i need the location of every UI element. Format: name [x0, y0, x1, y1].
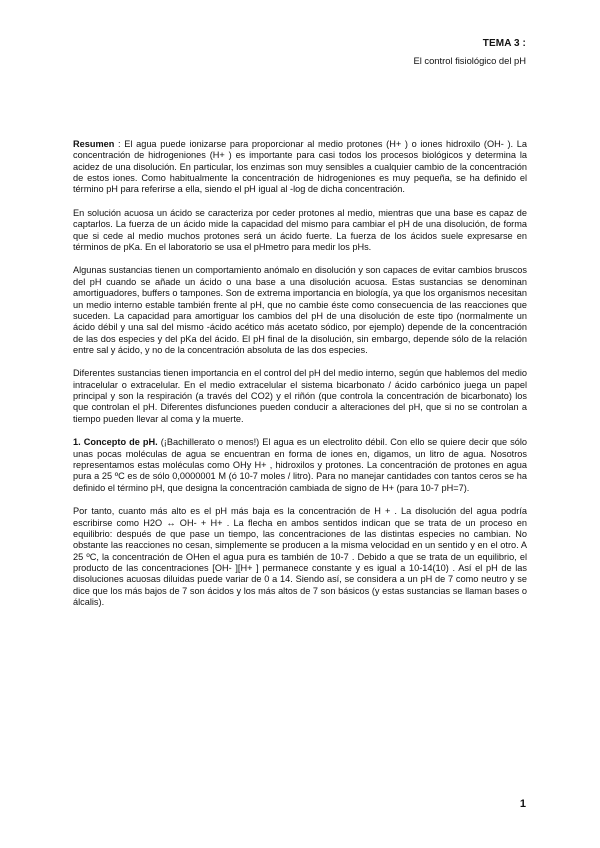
paragraph-buffers: Algunas sustancias tienen un comportamiento anómalo en disolución y son capaces de evitar cambios bruscos del pH cuando se añade un ácido o una base a una disolución acuosa. Estas sustancias se denominan amortiguadores, buffers o tampones. Son de extrema importancia en biología, ya que los organismos necesitan un medio interno estable también frente al pH, que no cambie éste como consecuencia de las reacciones que suceden. La capacidad para amortiguar los cambios del pH de una disolución de este tipo (normalmente un ácido débil y una sal del mismo -ácido acético más acetato sódico, por ejemplo) depende de la concentración de las dos especies y del pKa del ácido. El pH final de la disolución, sin embargo, depende sólo de la relación entre sal y ácido, y no de la concentración absoluta de las dos especies. — [73, 265, 527, 355]
summary-text: : El agua puede ionizarse para proporcionar al medio protones (H+ ) o iones hidroxilo (OH- ). La concentración de hidrogeniones (H+ ) es importante para casi todos los procesos biológicos y determina la acidez de una disolución. En particular, los enzimas son muy sensibles a cualquier cambio de la concentración de estos iones. Como habitualmente la concentración de hidrogeniones es muy pequeña, se ha definido el término pH para referirse a ella, siendo el pH igual al -log de dicha concentración. — [73, 139, 527, 195]
chapter-title: TEMA 3 : — [482, 38, 526, 49]
page-header — [413, 38, 526, 66]
paragraph-internal-control: Diferentes sustancias tienen importancia en el control del pH del medio interno, según que hablemos del medio intracelular o extracelular. En el medio extracelular el sistema bicarbonato / ácido carbónico juega un papel principal y son la respiración (a través del CO2) y el riñón (que controla la concentración de bicarbonato) los que controlan el pH. Diferentes disfunciones pueden conducir a alteraciones del pH, que si no se controlan a tiempo pueden llevar al coma y la muerte. — [73, 368, 527, 424]
chapter-subtitle: El control fisiológico del pH — [413, 55, 526, 66]
section-ph-concept — [73, 437, 527, 494]
page-number: 1 — [519, 798, 526, 810]
paragraph-acids: En solución acuosa un ácido se caracteriza por ceder protones al medio, mientras que una base es capaz de captarlos. La fuerza de un ácido mide la capacidad del mismo para cambiar el pH de una disolución, de forma que si cede al medio muchos protones será un ácido fuerte. La fuerza de los ácidos suele expresarse en términos de pKa. En el laboratorio se usa el pHmetro para medir los pHs. — [73, 207, 527, 252]
document-body — [73, 139, 527, 621]
section-heading: 1. Concepto de pH. — [73, 437, 158, 448]
summary-paragraph — [73, 139, 527, 196]
paragraph-equilibrium: Por tanto, cuanto más alto es el pH más baja es la concentración de H + . La disolución del agua podría escribirse como H2O ↔ OH- + H+ . La flecha en ambos sentidos indican que se trata de un proceso en equilibrio: después de que pase un tiempo, las concentraciones de las distintas especies no cambian. No obstante las reacciones no cesan, simplemente se producen a la misma velocidad en un sentido y en el otro. A 25 ºC, la concentración de OHen el agua pura es también de 10-7 . Debido a que se trata de un equilibrio, el producto de las concentraciones [OH- ][H+ ] permanece constante y es igual a 10-14(10) . Así el pH de las disoluciones acuosas diluidas puede variar de 0 a 14. Siendo así, se considera a un pH de 7 como neutro y se dice que los más bajos de 7 son ácidos y los más altos de 7 son básicos (y estas sustancias se llaman bases o álcalis). — [73, 506, 527, 607]
section-text: (¡Bachillerato o menos!) El agua es un electrolito débil. Con ello se quiere decir que sólo unas pocas moléculas de agua se encuentran en forma de iones en, digamos, un litro de agua. Nosotros representamos estas moléculas como OHy H+ , hidroxilos y protones. La concentración de protones en agua pura a 25 ºC es de sólo 0,0000001 M (ó 10-7 moles / litro). Para no manejar cantidades con tantos ceros se ha definido el término pH, que designa la concentración cambiada de signo de H+ (para 10-7 pH=7). — [73, 437, 527, 493]
summary-label: Resumen — [73, 139, 115, 149]
